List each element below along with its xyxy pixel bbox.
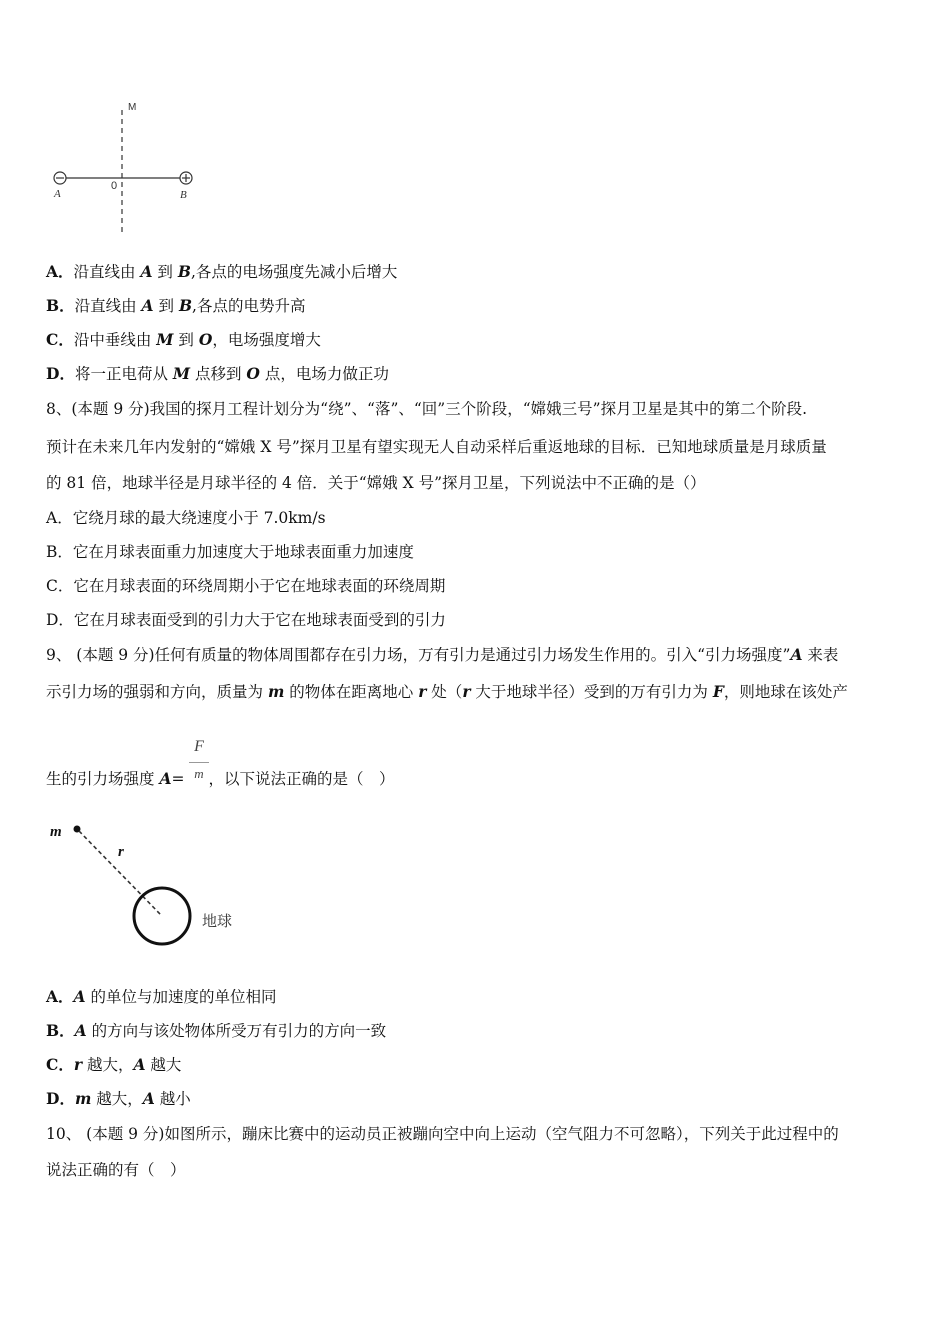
q9-stem-line3: 生的引力场强度 A= ，以下说法正确的是（ ） — [46, 769, 395, 788]
fraction-denominator: m — [194, 766, 204, 781]
q9-option-a: A．A 的单位与加速度的单位相同 — [46, 987, 277, 1006]
q9-stem-line1: 9、 (本题 9 分)任何有质量的物体周围都存在引力场，万有引力是通过引力场发生作用的。引入“引力场强度”A 来表 — [46, 645, 839, 664]
fraction-numerator: F — [194, 738, 204, 755]
q7-option-a: A．沿直线由 A 到 B,各点的电场强度先减小后增大 — [46, 262, 398, 281]
earth-circle — [134, 888, 190, 944]
figure-earth-field — [44, 818, 254, 953]
q7-option-b: B．沿直线由 A 到 B,各点的电势升高 — [46, 296, 306, 315]
q9-option-d: D．m 越大，A 越小 — [46, 1089, 191, 1108]
label-m: M — [128, 102, 137, 113]
q8-option-c: C．它在月球表面的环绕周期小于它在地球表面的环绕周期 — [46, 577, 446, 595]
label-a: A — [54, 188, 61, 200]
figure-charges-ab — [44, 96, 214, 238]
label-mass-m: m — [50, 824, 62, 840]
q8-option-d: D．它在月球表面受到的引力大于它在地球表面受到的引力 — [46, 611, 446, 629]
q7-option-d: D．将一正电荷从 M 点移到 O 点，电场力做正功 — [46, 364, 389, 383]
label-b: B — [180, 189, 187, 201]
q8-stem-line3: 的 81 倍，地球半径是月球半径的 4 倍．关于“嫦娥 X 号”探月卫星，下列说法中不正确的是（） — [46, 474, 706, 492]
q9-stem-line2: 示引力场的强弱和方向，质量为 m 的物体在距离地心 r 处（r 大于地球半径）受到的万有引力为 F，则地球在该处产 — [46, 682, 848, 701]
q8-option-b: B．它在月球表面重力加速度大于地球表面重力加速度 — [46, 543, 414, 561]
label-earth: 地球 — [202, 912, 233, 930]
formula-fraction — [188, 738, 210, 782]
q8-option-a: A．它绕月球的最大绕速度小于 7.0km/s — [46, 509, 326, 527]
q7-option-c: C．沿中垂线由 M 到 O，电场强度增大 — [46, 330, 321, 349]
label-o: 0 — [111, 180, 118, 192]
q10-stem-line2: 说法正确的有（ ） — [46, 1161, 186, 1179]
q10-stem-line1: 10、 (本题 9 分)如图所示，蹦床比赛中的运动员正被蹦向空中向上运动（空气阻力不可忽略），下列关于此过程中的 — [46, 1125, 839, 1143]
q8-stem-line2: 预计在未来几年内发射的“嫦娥 X 号”探月卫星有望实现无人自动采样后重返地球的目标．已知地球质量是月球质量 — [46, 438, 827, 456]
q9-option-c: C．r 越大，A 越大 — [46, 1055, 182, 1074]
label-distance-r: r — [118, 844, 124, 860]
q9-option-b: B．A 的方向与该处物体所受万有引力的方向一致 — [46, 1021, 387, 1040]
q8-stem-line1: 8、(本题 9 分)我国的探月工程计划分为“绕”、“落”、“回”三个阶段，“嫦娥三号”探月卫星是其中的第二个阶段. — [46, 400, 807, 418]
